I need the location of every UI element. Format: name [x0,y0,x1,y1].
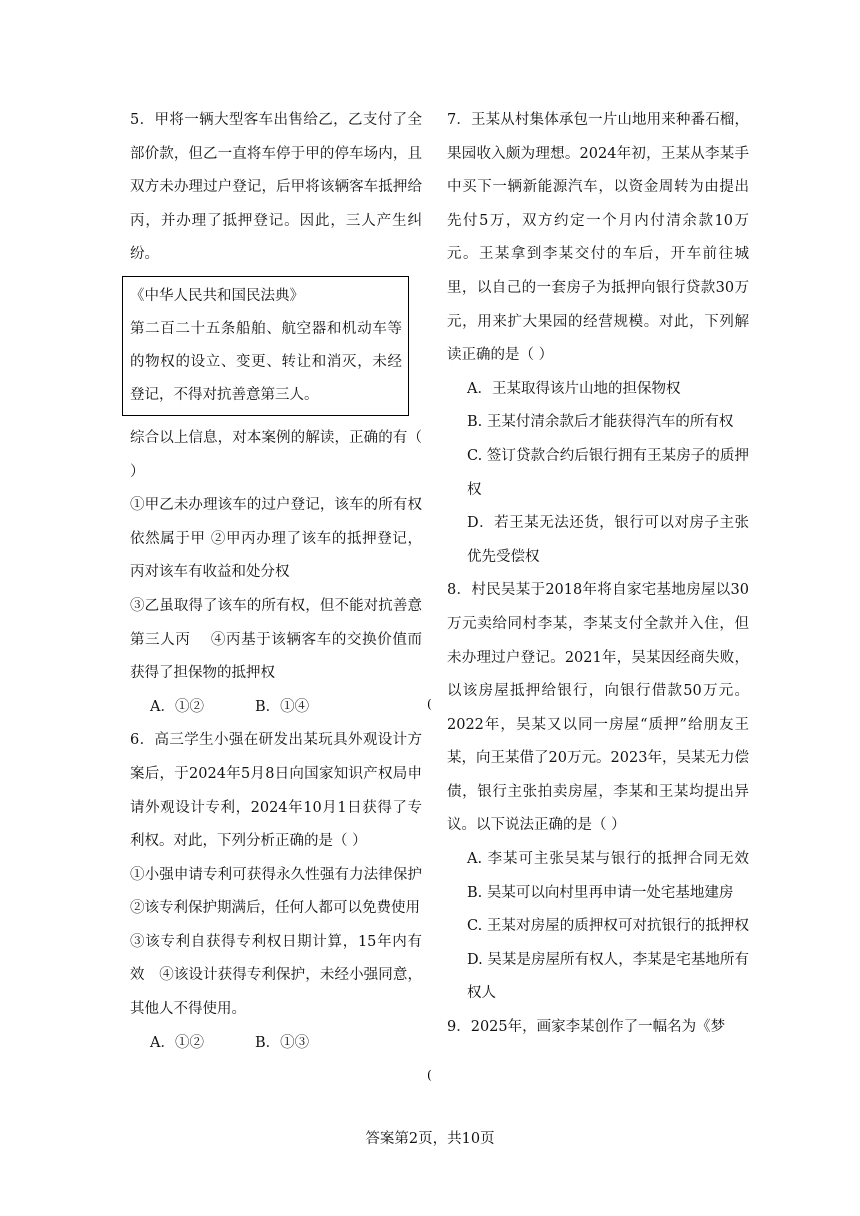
q6-option-b: B．①③ [255,1034,310,1051]
q8-stem: 8．村民吴某于2018年将自家宅基地房屋以30万元卖给同村李某，李某支付全款并入住，但未办理过户登记。2021年，吴某因经商失败，以该房屋抵押给银行，向银行借款50万元。2022年，吴某又以同一房屋“质押”给朋友王某，向王某借了20万元。2023年，吴某无力偿债，银行主张拍卖房屋，李某和王某均提出异议。以下说法正确的是（ ） [447,582,749,834]
cut-mark: ( [427,697,432,711]
left-column [130,104,437,1060]
q6-option-a: A．①② [150,1034,204,1051]
q5-option-a: A．①② [150,698,204,715]
cut-mark: ( [427,1068,432,1082]
q5-stem: 5．甲将一辆大型客车出售给乙，乙支付了全部价款，但乙一直将车停于甲的停车场内，且双方未办理过户登记，后甲将该辆客车抵押给丙，并办理了抵押登记。因此，三人产生纠纷。 [130,112,422,263]
law-text: 第二百二十五条船舶、航空器和机动车等的物权的设立、变更、转让和消灭，未经登记，不得对抗善意第三人。 [130,320,402,403]
q8-options-cd: C. 王某对房屋的质押权可对抗银行的抵押权 D. 吴某是房屋所有权人，李某是宅基地所有权人 [467,918,764,1002]
law-title: 《中华人民共和国民法典》 [130,287,304,304]
q7-option-c: C. 签订贷款合约后银行拥有王某房子的质押权 [467,447,749,498]
q5-option-b: B．①④ [255,698,310,715]
q6-options [130,1027,422,1061]
q5-statements-2: ③乙虽取得了该车的所有权，但不能对抗善意第三人丙 ④丙基于该辆客车的交换价值而获得了担保物的抵押权 [130,597,422,682]
right-column [447,104,764,1045]
q7-option-d: D．若王某无法还货，银行可以对房子主张优先受偿权 [467,515,749,565]
q5-prompt: 综合以上信息，对本案例的解读，正确的有（ ） [130,429,422,480]
q6-statements-1: ①小强申请专利可获得永久性强有力法律保护 ②该专利保护期满后，任何人都可以免费使用 [130,866,437,917]
q9-stem: 9．2025年，画家李某创作了一幅名为《梦 [447,1019,726,1036]
q6-stem: 6．高三学生小强在研发出某玩具外观设计方案后，于2024年5月8日向国家知识产权局申请外观设计专利，2024年10月1日获得了专利权。对此，下列分析正确的是（ ） [130,732,422,850]
q8-options-ab: A. 李某可主张吴某与银行的抵押合同无效 B. 吴某可以向村里再申请一处宅基地建房 [467,851,764,901]
law-quote-box [122,276,409,416]
q7-option-a: A．王某取得该片山地的担保物权 [467,380,681,397]
q7-stem: 7．王某从村集体承包一片山地用来种番石榴，果园收入颇为理想。2024年初，王某从李某手中买下一辆新能源汽车，以资金周转为由提出先付5万，双方约定一个月内付清余款10万元。王某拿到李某交付的车后，开车前往城里，以自己的一套房子为抵押向银行贷款30万元，用来扩大果园的经营规模。对此，下列解读正确的是（ ） [447,112,749,364]
q5-statements-1: ①甲乙未办理该车的过户登记，该车的所有权依然属于甲 ②甲丙办理了该车的抵押登记，丙对该车有收益和处分权 [130,497,422,581]
q6-statements-2: ③该专利自获得专利权日期计算，15年内有效 ④该设计获得专利保护，未经小强同意，其他人不得使用。 [130,933,422,1018]
q7-option-b: B. 王某付清余款后才能获得汽车的所有权 [467,414,734,431]
page-footer: 答案第2页，共10页 [365,1131,495,1147]
q5-options [130,691,422,725]
